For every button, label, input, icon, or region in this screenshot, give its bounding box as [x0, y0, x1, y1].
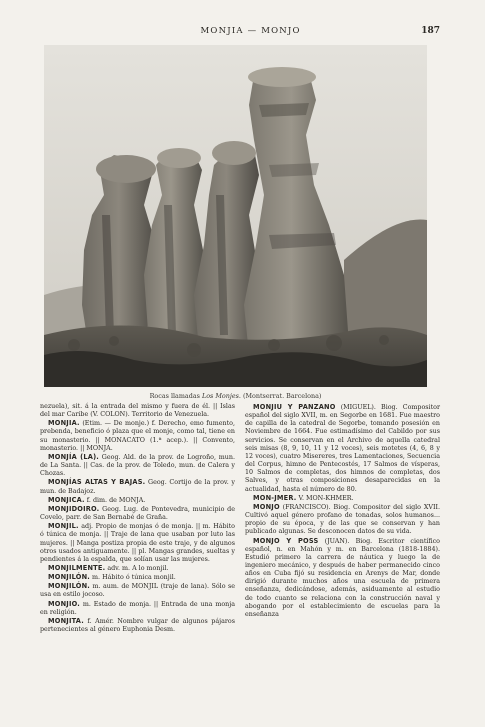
entry-definition: (JUAN). Biog. Escritor científico español, n. en Mahón y m. en Barcelona (1818-1884). Estudió primero la carrera de náutica y luego la de ingeniero mecánico, y después de haber permanecido cinco años en Cuba fijó su residencia en Arenys de Mar, donde dirigió durante muchos años una escuela de primera enseñanza, dedicándose, además, asiduamente al estudio de todo cuanto se relaciona con la construcción naval y abogando por el establecimiento de escuelas para la enseñanza	[245, 537, 440, 618]
right-column	[245, 403, 440, 703]
dictionary-entry	[40, 600, 235, 617]
rock-formation-photo	[44, 45, 427, 387]
dictionary-entry	[40, 617, 235, 634]
entry-definition: f. Amér. Nombre vulgar de algunos pájaros pertenecientes al género Euphonia Desm.	[40, 617, 235, 634]
dictionary-entry	[245, 403, 440, 494]
entry-definition: V. MON-KHMER.	[298, 494, 354, 502]
entry-headword: MONJIO.	[48, 599, 80, 608]
dictionary-entry	[40, 522, 235, 564]
entry-headword: MONJIA.	[48, 419, 80, 428]
entry-headword: MONJÍA (LA).	[48, 452, 99, 461]
dictionary-entry	[245, 537, 440, 620]
page-number: 187	[421, 26, 440, 36]
entry-headword: MONJO	[253, 502, 280, 511]
dictionary-entry	[40, 582, 235, 599]
entry-headword: MONJICA.	[48, 495, 85, 504]
entry-definition: (Etim. — De monje.) f. Derecho, emo fumento, prebenda, beneficio ó plaza que el monje, como tal, tiene en su monasterio. || MONACATO (1.ª acep.). || Convento, monasterio. || MONJA.	[40, 420, 235, 452]
entry-headword: MONJITA.	[48, 616, 84, 625]
entry-definition: (MIGUEL). Biog. Compositor español del siglo XVII, m. en Segorbe en 1681. Fue maestro de capilla de la catedral de Segorbe, tomando posesión en Noviembre de 1664. Fue estimadísimo del Cabildo por sus servicios. Se conservan en el Archivo de aquella catedral seis misas (8, 9, 10, 11 y 12 voces), seis motetes (4, 6, 8 y 12 voces), cuatro Misereres, tres Lamentaciones, Secuencia del Corpus, himno de Pentecostés, 17 Salmos de vísperas, 10 Salmos de completas, dos himnos de completas, dos Salves, y otras composiciones desaparecidas en la actualidad, hasta el número de 80.	[245, 404, 440, 493]
left-column	[40, 403, 235, 703]
caption-text: Rocas llamadas	[149, 392, 202, 400]
entry-headword: MONJIDOIRO.	[48, 504, 100, 513]
dictionary-entry	[245, 494, 440, 503]
entry-definition: Geog. Lug. de Pontevedra, municipio de Covelo, parr. de San Bernabé de Graña.	[40, 505, 235, 522]
dictionary-entry	[40, 496, 235, 505]
entry-definition: adj. Propio de monjas ó de monja. || m. Hábito ó túnica de monja. || Traje de lana que usaban por luto las mujeres. || Manga postiza propia de este traje, y de algunos otros usados antiguamente. || pl. Mangas grandes, sueltas y pendientes á la espalda, que solían usar las mujeres.	[40, 523, 235, 563]
caption-title: Los Monjes	[201, 392, 239, 400]
entry-definition: (FRANCISCO). Biog. Compositor del siglo XVII. Cultivó aquel género profano de tonadas, solos humanos... propio de su época, y de las que se conservan y han publicado algunas. Se desconocen datos de su vida.	[245, 503, 440, 536]
running-head	[40, 26, 440, 36]
entry-headword: MON-JMER.	[253, 493, 297, 502]
entry-headword: MONJILÓN.	[48, 573, 90, 582]
dictionary-entry	[40, 564, 235, 573]
caption-location: . (Montserrat. Barcelona)	[238, 392, 322, 400]
entry-definition: m. Estado de monja. || Entrada de una monja en religión.	[40, 600, 235, 616]
text-columns	[40, 403, 440, 703]
running-title: MONJIA — MONJO	[200, 26, 301, 36]
entry-headword: MONJO Y POSS	[253, 536, 319, 545]
dictionary-entry	[40, 573, 235, 582]
entry-definition: m. Hábito ó túnica monjil.	[92, 574, 176, 582]
figure-caption	[44, 392, 427, 400]
dictionary-entry	[40, 419, 235, 453]
rock-formation-illustration	[44, 45, 427, 387]
entry-headword: MONJILMENTE.	[48, 563, 106, 572]
entry-headword: MONJILÓN.	[48, 582, 90, 591]
dictionary-entry	[40, 453, 235, 478]
entry-definition: adv. m. A lo monjil.	[107, 564, 169, 572]
dictionary-entry	[245, 503, 440, 537]
entry-headword: MONJIL.	[48, 522, 79, 531]
dictionary-entry	[40, 505, 235, 522]
entry-definition: Geog. Cortijo de la prov. y mun. de Badajoz.	[40, 479, 235, 495]
entry-definition: m. aum. de MONJIL (traje de lana). Sólo se usa en estilo jocoso.	[40, 583, 235, 599]
dictionary-entry	[40, 403, 235, 419]
entry-headword: MONJIU Y PANZANO	[253, 403, 336, 411]
entry-definition: Geog. Ald. de la prov. de Logroño, mun. de La Santa. || Cas. de la prov. de Toledo, mun. de Calera y Chozas.	[40, 453, 235, 478]
dictionary-entry	[40, 478, 235, 495]
entry-headword: MONJÍAS ALTAS Y BAJAS.	[48, 478, 146, 487]
entry-definition: nezuela), sit. á la entrada del mismo y fuera de él. || Islas del mar Caribe (V. COLON). Territorio de Venezuela.	[40, 403, 235, 419]
entry-definition: f. dim. de MONJA.	[86, 496, 146, 504]
